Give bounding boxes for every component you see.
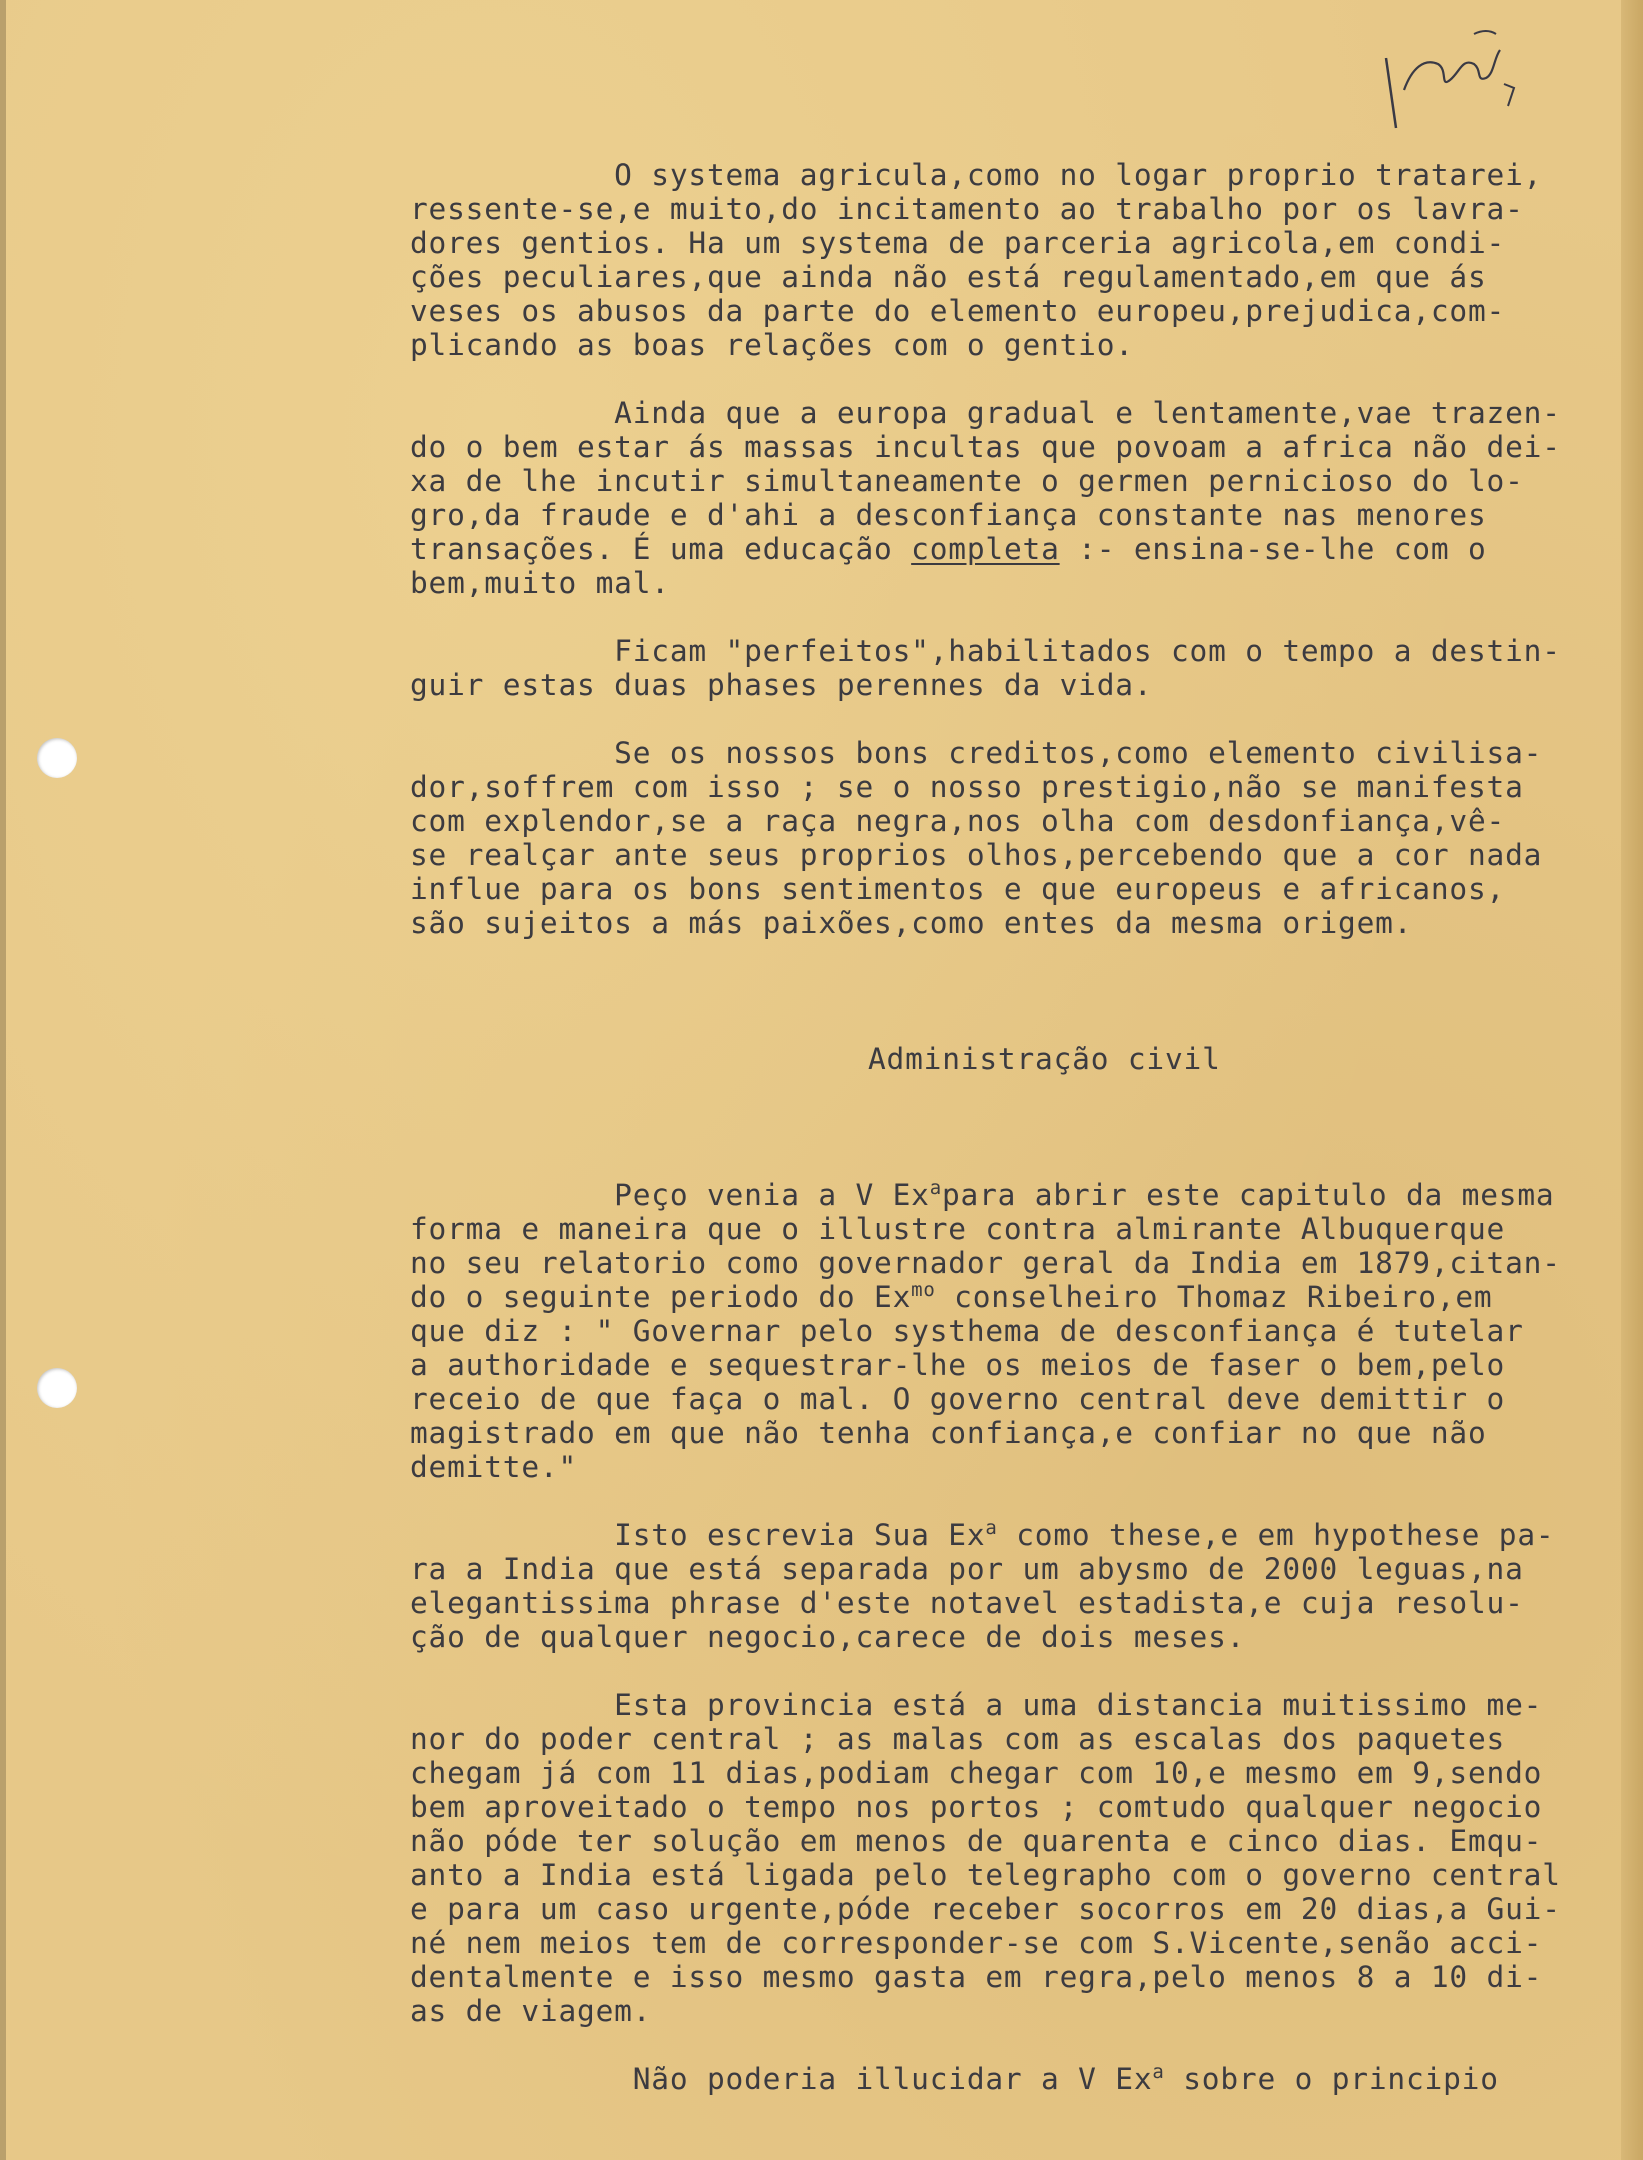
- text-line: ressente-se,e muito,do incitamento ao trabalho por os lavra-: [410, 192, 1524, 226]
- superscript: mo: [911, 1279, 936, 1302]
- text-line-with-underline: [410, 532, 1620, 566]
- text-line: guir estas duas phases perennes da vida.: [410, 668, 1153, 702]
- text-line: [410, 1178, 1620, 1212]
- superscript: a: [1152, 2061, 1165, 2084]
- paragraph-venia: [410, 1178, 1620, 1484]
- text-line: nor do poder central ; as malas com as escalas dos paquetes: [410, 1722, 1506, 1756]
- text-line: ção de qualquer negocio,carece de dois meses.: [410, 1620, 1246, 1654]
- page-left-edge: [0, 0, 6, 2160]
- paragraph-perfeitos: [410, 634, 1620, 702]
- text-line: ções peculiares,que ainda não está regulamentado,em que ás: [410, 260, 1487, 294]
- superscript: a: [985, 1517, 998, 1540]
- text-line: do o bem estar ás massas incultas que povoam a africa não dei-: [410, 430, 1561, 464]
- text-line: dores gentios. Ha um systema de parceria agricola,em condi-: [410, 226, 1506, 260]
- text-line: demitte.": [410, 1450, 578, 1484]
- text-segment: :- ensina-se-lhe com o: [1059, 532, 1487, 566]
- text-line: gro,da fraude e d'ahi a desconfiança constante nas menores: [410, 498, 1487, 532]
- text-line: elegantissima phrase d'este notavel estadista,e cuja resolu-: [410, 1586, 1524, 1620]
- text-line: que diz : " Governar pelo systhema de desconfiança é tutelar: [410, 1314, 1524, 1348]
- text-line: no seu relatorio como governador geral da India em 1879,citan-: [410, 1246, 1561, 1280]
- paragraph-credits-prestige: [410, 736, 1620, 940]
- text-line: veses os abusos da parte do elemento europeu,prejudica,com-: [410, 294, 1506, 328]
- text-line: magistrado em que não tenha confiança,e confiar no que não: [410, 1416, 1487, 1450]
- text-line: influe para os bons sentimentos e que europeus e africanos,: [410, 872, 1506, 906]
- text-segment: Peço venia a V Ex: [410, 1178, 930, 1212]
- text-line: são sujeitos a más paixões,como entes da mesma origem.: [410, 906, 1413, 940]
- text-line: dentalmente e isso mesmo gasta em regra,pelo menos 8 a 10 di-: [410, 1960, 1543, 1994]
- text-line: com explendor,se a raça negra,nos olha com desdonfiança,vê-: [410, 804, 1506, 838]
- text-line: né nem meios tem de corresponder-se com S.Vicente,senão acci-: [410, 1926, 1543, 1960]
- paragraph-isto-escrevia: [410, 1518, 1620, 1654]
- paragraph-provincia-distancia: [410, 1688, 1620, 2028]
- text-line: xa de lhe incutir simultaneamente o germen pernicioso do lo-: [410, 464, 1524, 498]
- text-segment: do o seguinte periodo do Ex: [410, 1280, 912, 1314]
- text-line: receio de que faça o mal. O governo central deve demittir o: [410, 1382, 1506, 1416]
- paragraph-illucidar: [410, 2062, 1620, 2096]
- paragraph-agricultural-system: [410, 158, 1620, 362]
- punch-hole-upper: [37, 738, 77, 778]
- text-segment: transações. É uma educação: [410, 532, 912, 566]
- text-line: as de viagem.: [410, 1994, 652, 2028]
- text-line: e para um caso urgente,póde receber socorros em 20 dias,a Gui-: [410, 1892, 1561, 1926]
- text-line: chegam já com 11 dias,podiam chegar com 10,e mesmo em 9,sendo: [410, 1756, 1543, 1790]
- handwritten-annotation: [1378, 28, 1528, 138]
- superscript: a: [929, 1177, 942, 1200]
- text-segment: para abrir este capitulo da mesma: [941, 1178, 1555, 1212]
- text-line: Ficam "perfeitos",habilitados com o tempo a destin-: [410, 634, 1561, 668]
- underlined-word: completa: [911, 532, 1060, 566]
- text-line: a authoridade e sequestrar-lhe os meios de faser o bem,pelo: [410, 1348, 1506, 1382]
- text-line: não póde ter solução em menos de quarenta e cinco dias. Emqu-: [410, 1824, 1543, 1858]
- text-line: ra a India que está separada por um abysmo de 2000 leguas,na: [410, 1552, 1524, 1586]
- text-segment: Não poderia illucidar a V Ex: [410, 2062, 1153, 2096]
- text-line: bem aproveitado o tempo nos portos ; comtudo qualquer negocio: [410, 1790, 1543, 1824]
- text-line: se realçar ante seus proprios olhos,percebendo que a cor nada: [410, 838, 1543, 872]
- text-segment: sobre o principio: [1164, 2062, 1499, 2096]
- text-line: [410, 2062, 1620, 2096]
- text-line: anto a India está ligada pelo telegrapho com o governo central: [410, 1858, 1561, 1892]
- text-line: [410, 1280, 1620, 1314]
- text-line: bem,muito mal.: [410, 566, 670, 600]
- document-body: [410, 158, 1620, 2096]
- text-segment: como these,e em hypothese pa-: [997, 1518, 1555, 1552]
- text-line: plicando as boas relações com o gentio.: [410, 328, 1134, 362]
- page-right-edge: [1621, 0, 1643, 2160]
- text-line: Ainda que a europa gradual e lentamente,vae trazen-: [410, 396, 1561, 430]
- text-line: dor,soffrem com isso ; se o nosso prestigio,não se manifesta: [410, 770, 1524, 804]
- punch-hole-lower: [37, 1368, 77, 1408]
- section-heading: Administração civil: [868, 1042, 1221, 1076]
- text-segment: Isto escrevia Sua Ex: [410, 1518, 986, 1552]
- text-line: Se os nossos bons creditos,como elemento civilisa-: [410, 736, 1543, 770]
- text-line: forma e maneira que o illustre contra almirante Albuquerque: [410, 1212, 1506, 1246]
- paragraph-europe-education: [410, 396, 1620, 600]
- text-segment: conselheiro Thomaz Ribeiro,em: [935, 1280, 1493, 1314]
- text-line: Esta provincia está a uma distancia muitissimo me-: [410, 1688, 1543, 1722]
- text-line: [410, 1518, 1620, 1552]
- text-line: O systema agricula,como no logar proprio tratarei,: [410, 158, 1543, 192]
